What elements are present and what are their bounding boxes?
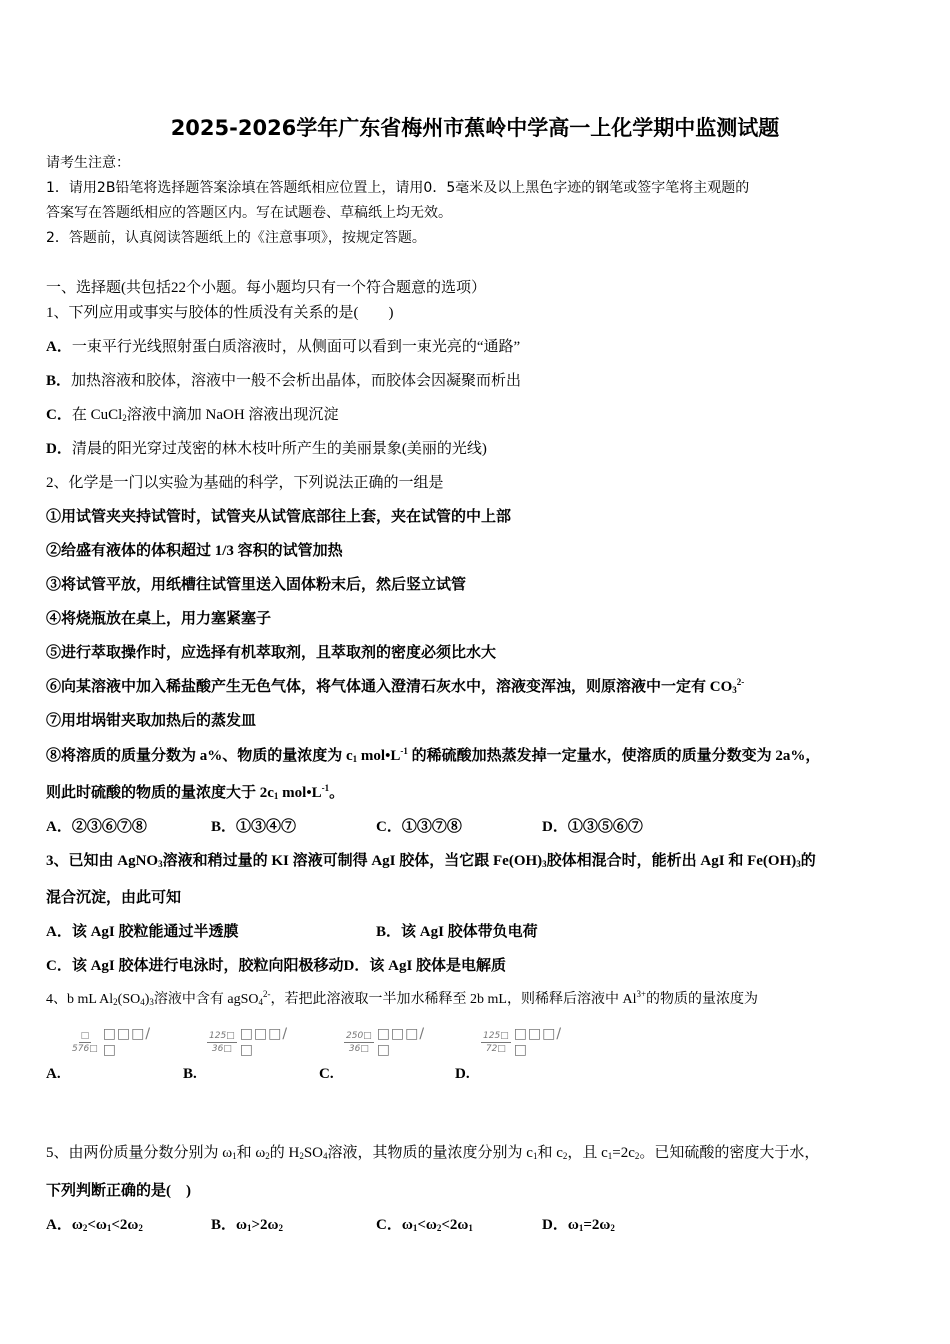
q4-stem: 4、b mL $Al_2(SO_4)_3$溶液中含有 agSO$_4^{2-}$，若把此溶液取一半加水稀释至 2b mL，则稀释后溶液中 $Al^{3+}$的物质的量浓度为 — [46, 989, 759, 1007]
notice-heading: 请考生注意： — [46, 155, 130, 171]
page-title: 2025-2026学年广东省梅州市蕉岭中学高一上化学期中监测试题 — [170, 116, 780, 140]
q2-option-b[interactable]: B．①③④⑦ — [211, 819, 297, 835]
q5-option-d[interactable]: D．$\omega_1=2\omega_2$ — [542, 1217, 615, 1233]
q1-option-b[interactable]: B．加热溶液和胶体，溶液中一般不会析出晶体，而胶体会因凝聚而析出 — [46, 373, 522, 389]
q2-statement-8-cont: 则此时硫酸的物质的量浓度大于 $2c_1$ $mol•L^{-1}$。 — [46, 783, 345, 801]
notice-item-2: 2．答题前，认真阅读答题纸上的《注意事项》，按规定答题。 — [46, 230, 426, 246]
option-label: B． — [46, 373, 72, 389]
q3-option-a[interactable]: A．该 AgI 胶粒能通过半透膜 — [46, 924, 239, 940]
q4-option-d[interactable]: D. — [455, 1066, 470, 1082]
q5-option-a[interactable]: A．$\omega_2<\omega_1<2\omega_2$ — [46, 1217, 143, 1233]
option-label: D． — [46, 441, 72, 457]
q5-option-c[interactable]: C．$\omega_1<\omega_2<2\omega_1$ — [376, 1217, 473, 1233]
q2-option-a[interactable]: A．②③⑥⑦⑧ — [46, 819, 147, 835]
q3-option-b[interactable]: B．该 AgI 胶体带负电荷 — [376, 924, 538, 940]
q2-option-d[interactable]: D．①③⑤⑥⑦ — [542, 819, 643, 835]
q2-statement-1: ①用试管夹夹持试管时，试管夹从试管底部往上套，夹在试管的中上部 — [46, 509, 512, 525]
section-heading: 一、选择题(共包括22个小题。每小题均只有一个符合题意的选项） — [46, 280, 486, 296]
notice-item-1-cont: 答案写在答题纸相应的答题区内。写在试题卷、草稿纸上均无效。 — [46, 205, 452, 221]
q5-stem: 5、由两份质量分数分别为 $\omega_1$和 $\omega_2$的 $H_2SO_4$溶液，其物质的量浓度分别为 $c_1$和 $c_2$，且 $c_1=2c_2$。已知硫酸的密度大于水， — [46, 1145, 820, 1161]
q3-stem: 3、已知由 AgNO$_3$溶液和稍过量的 KI 溶液可制得 AgI 胶体，当它跟 $Fe(OH)_3$胶体相混合时，能析出 AgI 和 $Fe(OH)_3$的 — [46, 853, 816, 869]
option-label: C． — [46, 407, 72, 423]
q4-option-b[interactable]: B. — [183, 1066, 197, 1082]
q4-option-c[interactable]: C. — [319, 1066, 334, 1082]
q2-statement-3: ③将试管平放，用纸槽往试管里送入固体粉末后，然后竖立试管 — [46, 577, 467, 593]
q4-formula-c: $\frac{250□}{36□}$ □□□/□ — [346, 1026, 426, 1058]
option-label: A． — [46, 339, 72, 355]
q2-statement-7: ⑦用坩埚钳夹取加热后的蒸发皿 — [46, 713, 257, 729]
q2-option-c[interactable]: C．①③⑦⑧ — [376, 819, 462, 835]
q2-statement-4: ④将烧瓶放在桌上，用力塞紧塞子 — [46, 611, 272, 627]
q2-statement-6: ⑥向某溶液中加入稀盐酸产生无色气体，将气体通入澄清石灰水中，溶液变浑浊，则原溶液中一定有 $CO_3^{2-}$ — [46, 677, 745, 695]
notice-item-1: 1．请用2B铅笔将选择题答案涂填在答题纸相应位置上，请用0．5毫米及以上黑色字迹的钢笔或签字笔将主观题的 — [46, 180, 750, 196]
q4-formula-a: $\frac{□}{576□}$ □□□/□ — [72, 1026, 152, 1058]
q3-option-c[interactable]: C．该 AgI 胶体进行电泳时，胶粒向阳极移动D．该 AgI 胶体是电解质 — [46, 958, 507, 974]
q2-statement-8: ⑧将溶质的质量分数为 a%、物质的量浓度为 $c_1$ $mol•L^{-1}$ 的稀硫酸加热蒸发掉一定量水，使溶质的质量分数变为 2a%， — [46, 746, 821, 764]
q1-option-d[interactable]: D．清晨的阳光穿过茂密的林木枝叶所产生的美丽景象(美丽的光线) — [46, 441, 487, 457]
q4-formula-b: $\frac{125□}{36□}$ □□□/□ — [209, 1026, 289, 1058]
q3-stem-cont: 混合沉淀，由此可知 — [46, 890, 182, 906]
q2-statement-2: ②给盛有液体的体积超过 1/3 容积的试管加热 — [46, 543, 343, 559]
q1-option-a[interactable]: A．一束平行光线照射蛋白质溶液时，从侧面可以看到一束光亮的“通路” — [46, 339, 521, 355]
q4-option-a[interactable]: A. — [46, 1066, 61, 1082]
q5-option-b[interactable]: B．$\omega_1>2\omega_2$ — [211, 1217, 283, 1233]
q4-formula-d: $\frac{125□}{72□}$ □□□/□ — [483, 1026, 563, 1058]
q1-stem: 1、下列应用或事实与胶体的性质没有关系的是( ) — [46, 305, 394, 321]
q1-option-c[interactable]: C．在 CuCl$_2$溶液中滴加 NaOH 溶液出现沉淀 — [46, 407, 339, 423]
q5-stem-cont: 下列判断正确的是( ) — [46, 1183, 191, 1199]
q2-stem: 2、化学是一门以实验为基础的科学，下列说法正确的一组是 — [46, 475, 444, 491]
q2-statement-5: ⑤进行萃取操作时，应选择有机萃取剂，且萃取剂的密度必须比水大 — [46, 645, 497, 661]
